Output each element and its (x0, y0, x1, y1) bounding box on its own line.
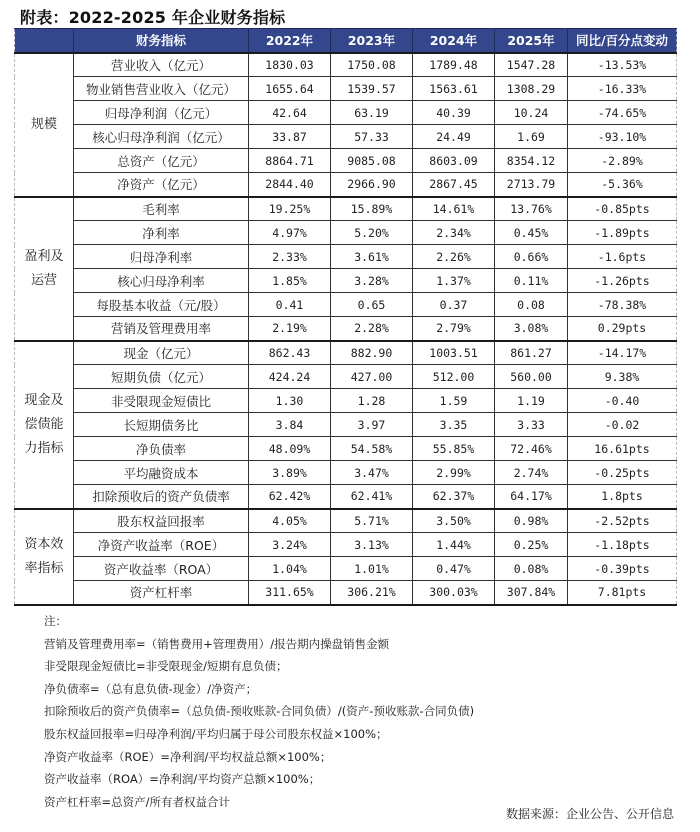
change-value: -1.6pts (568, 245, 677, 269)
value-2025: 1308.29 (495, 77, 568, 101)
header-category (15, 29, 74, 53)
value-2023: 3.97 (331, 413, 413, 437)
value-2024: 1003.51 (413, 341, 495, 365)
header-change: 同比/百分点变动 (568, 29, 677, 53)
value-2024: 3.35 (413, 413, 495, 437)
table-row (15, 461, 677, 485)
value-2024: 0.37 (413, 293, 495, 317)
value-2022: 8864.71 (249, 149, 331, 173)
value-2025: 0.08 (495, 293, 568, 317)
value-2024: 2.34% (413, 221, 495, 245)
table-row (15, 365, 677, 389)
category-cell: 规模 (15, 53, 74, 197)
indicator-cell: 非受限现金短债比 (74, 389, 249, 413)
indicator-cell: 股东权益回报率 (74, 509, 249, 533)
value-2022: 1.30 (249, 389, 331, 413)
value-2024: 62.37% (413, 485, 495, 509)
indicator-cell: 扣除预收后的资产负债率 (74, 485, 249, 509)
indicator-cell: 核心归母净利润（亿元） (74, 125, 249, 149)
table-row (15, 389, 677, 413)
value-2024: 2.79% (413, 317, 495, 341)
value-2022: 1.04% (249, 557, 331, 581)
indicator-cell: 净负债率 (74, 437, 249, 461)
indicator-cell: 营销及管理费用率 (74, 317, 249, 341)
value-2022: 3.24% (249, 533, 331, 557)
change-value: -1.89pts (568, 221, 677, 245)
table-header-row (15, 29, 677, 53)
note-line: 营销及管理费用率=（销售费用+管理费用）/报告期内操盘销售金额 (44, 636, 390, 651)
indicator-cell: 净利率 (74, 221, 249, 245)
value-2024: 2.99% (413, 461, 495, 485)
value-2023: 2.28% (331, 317, 413, 341)
value-2025: 307.84% (495, 581, 568, 605)
table-title: 附表：2022-2025 年企业财务指标 (20, 8, 286, 27)
note-line: 资产收益率（ROA）=净利润/平均资产总额×100%； (44, 772, 321, 787)
change-value: -0.25pts (568, 461, 677, 485)
value-2022: 4.05% (249, 509, 331, 533)
change-value: 9.38% (568, 365, 677, 389)
value-2022: 311.65% (249, 581, 331, 605)
value-2023: 1750.08 (331, 53, 413, 77)
change-value: 1.8pts (568, 485, 677, 509)
indicator-cell: 资产收益率（ROA） (74, 557, 249, 581)
value-2023: 9085.08 (331, 149, 413, 173)
indicator-cell: 平均融资成本 (74, 461, 249, 485)
header-2022: 2022年 (249, 29, 331, 53)
indicator-cell: 短期负债（亿元） (74, 365, 249, 389)
value-2022: 48.09% (249, 437, 331, 461)
value-2024: 1.37% (413, 269, 495, 293)
value-2025: 2713.79 (495, 173, 568, 197)
value-2024: 14.61% (413, 197, 495, 221)
change-value: 0.29pts (568, 317, 677, 341)
value-2023: 63.19 (331, 101, 413, 125)
value-2023: 2966.90 (331, 173, 413, 197)
indicator-cell: 净资产（亿元） (74, 173, 249, 197)
indicator-cell: 物业销售营业收入（亿元） (74, 77, 249, 101)
table-row (15, 125, 677, 149)
value-2023: 3.61% (331, 245, 413, 269)
value-2023: 1.01% (331, 557, 413, 581)
change-value: 7.81pts (568, 581, 677, 605)
value-2024: 55.85% (413, 437, 495, 461)
note-line: 资产杠杆率=总资产/所有者权益合计 (44, 794, 231, 809)
value-2022: 62.42% (249, 485, 331, 509)
change-value: -0.40 (568, 389, 677, 413)
table-row (15, 437, 677, 461)
value-2022: 1.85% (249, 269, 331, 293)
indicator-cell: 核心归母净利率 (74, 269, 249, 293)
value-2025: 0.11% (495, 269, 568, 293)
value-2023: 5.71% (331, 509, 413, 533)
value-2025: 13.76% (495, 197, 568, 221)
value-2022: 1830.03 (249, 53, 331, 77)
table-row (15, 293, 677, 317)
financial-indicators-table (14, 28, 677, 606)
value-2024: 2867.45 (413, 173, 495, 197)
value-2023: 54.58% (331, 437, 413, 461)
header-2025: 2025年 (495, 29, 568, 53)
value-2022: 1655.64 (249, 77, 331, 101)
category-cell: 资本效率指标 (15, 509, 74, 605)
table-row (15, 317, 677, 341)
value-2024: 1.44% (413, 533, 495, 557)
notes-section (44, 610, 474, 813)
value-2023: 0.65 (331, 293, 413, 317)
indicator-cell: 净资产收益率（ROE） (74, 533, 249, 557)
change-value: -1.26pts (568, 269, 677, 293)
table-row (15, 77, 677, 101)
value-2023: 62.41% (331, 485, 413, 509)
value-2024: 512.00 (413, 365, 495, 389)
header-2024: 2024年 (413, 29, 495, 53)
value-2025: 1.19 (495, 389, 568, 413)
value-2024: 300.03% (413, 581, 495, 605)
value-2025: 2.74% (495, 461, 568, 485)
table-row (15, 269, 677, 293)
value-2022: 862.43 (249, 341, 331, 365)
indicator-cell: 毛利率 (74, 197, 249, 221)
value-2024: 1789.48 (413, 53, 495, 77)
value-2022: 4.97% (249, 221, 331, 245)
value-2022: 0.41 (249, 293, 331, 317)
note-line: 净负债率=（总有息负债-现金）/净资产； (44, 681, 258, 696)
value-2025: 64.17% (495, 485, 568, 509)
header-indicator: 财务指标 (74, 29, 249, 53)
indicator-cell: 资产杠杆率 (74, 581, 249, 605)
table-row (15, 413, 677, 437)
note-line: 净资产收益率（ROE）=净利润/平均权益总额×100%； (44, 749, 332, 764)
value-2023: 3.13% (331, 533, 413, 557)
value-2022: 2.33% (249, 245, 331, 269)
value-2023: 57.33 (331, 125, 413, 149)
value-2023: 1.28 (331, 389, 413, 413)
change-value: -74.65% (568, 101, 677, 125)
header-2023: 2023年 (331, 29, 413, 53)
value-2025: 560.00 (495, 365, 568, 389)
value-2025: 0.45% (495, 221, 568, 245)
value-2025: 0.08% (495, 557, 568, 581)
value-2024: 24.49 (413, 125, 495, 149)
change-value: -78.38% (568, 293, 677, 317)
table-row (15, 221, 677, 245)
indicator-cell: 归母净利率 (74, 245, 249, 269)
indicator-cell: 每股基本收益（元/股） (74, 293, 249, 317)
indicator-cell: 总资产（亿元） (74, 149, 249, 173)
value-2023: 306.21% (331, 581, 413, 605)
value-2023: 5.20% (331, 221, 413, 245)
table-row (15, 173, 677, 197)
value-2024: 8603.09 (413, 149, 495, 173)
indicator-cell: 长短期债务比 (74, 413, 249, 437)
change-value: -0.39pts (568, 557, 677, 581)
value-2024: 1563.61 (413, 77, 495, 101)
table-row (15, 245, 677, 269)
table-row (15, 101, 677, 125)
value-2025: 8354.12 (495, 149, 568, 173)
value-2024: 1.59 (413, 389, 495, 413)
value-2023: 1539.57 (331, 77, 413, 101)
change-value: -1.18pts (568, 533, 677, 557)
value-2022: 424.24 (249, 365, 331, 389)
table-row (15, 197, 677, 221)
value-2024: 40.39 (413, 101, 495, 125)
table-row (15, 485, 677, 509)
data-source: 数据来源：企业公告、公开信息 (505, 807, 674, 821)
table-row (15, 149, 677, 173)
value-2025: 3.33 (495, 413, 568, 437)
value-2022: 19.25% (249, 197, 331, 221)
change-value: -14.17% (568, 341, 677, 365)
value-2025: 3.08% (495, 317, 568, 341)
value-2025: 861.27 (495, 341, 568, 365)
change-value: -5.36% (568, 173, 677, 197)
note-line: 非受限现金短债比=非受限现金/短期有息负债； (44, 659, 288, 674)
table-row (15, 581, 677, 605)
value-2024: 2.26% (413, 245, 495, 269)
value-2024: 0.47% (413, 557, 495, 581)
change-value: -2.89% (568, 149, 677, 173)
value-2023: 15.89% (331, 197, 413, 221)
note-line: 扣除预收后的资产负债率=（总负债-预收账款-合同负债）/(资产-预收账款-合同负债) (44, 704, 475, 719)
value-2023: 882.90 (331, 341, 413, 365)
indicator-cell: 现金（亿元） (74, 341, 249, 365)
value-2022: 3.84 (249, 413, 331, 437)
value-2022: 2844.40 (249, 173, 331, 197)
table-row (15, 557, 677, 581)
indicator-cell: 营业收入（亿元） (74, 53, 249, 77)
value-2023: 427.00 (331, 365, 413, 389)
table-row (15, 509, 677, 533)
value-2025: 72.46% (495, 437, 568, 461)
value-2022: 42.64 (249, 101, 331, 125)
change-value: -0.85pts (568, 197, 677, 221)
change-value: -2.52pts (568, 509, 677, 533)
value-2025: 1.69 (495, 125, 568, 149)
value-2022: 3.89% (249, 461, 331, 485)
value-2022: 33.87 (249, 125, 331, 149)
value-2025: 10.24 (495, 101, 568, 125)
value-2025: 0.25% (495, 533, 568, 557)
indicator-cell: 归母净利润（亿元） (74, 101, 249, 125)
notes-heading: 注： (44, 614, 67, 628)
change-value: -0.02 (568, 413, 677, 437)
change-value: 16.61pts (568, 437, 677, 461)
value-2025: 1547.28 (495, 53, 568, 77)
table-row (15, 533, 677, 557)
value-2025: 0.98% (495, 509, 568, 533)
category-cell: 现金及偿债能力指标 (15, 341, 74, 509)
table-row (15, 341, 677, 365)
note-line: 股东权益回报率=归母净利润/平均归属于母公司股东权益×100%； (44, 726, 388, 741)
category-cell: 盈利及运营 (15, 197, 74, 341)
value-2024: 3.50% (413, 509, 495, 533)
change-value: -93.10% (568, 125, 677, 149)
value-2023: 3.28% (331, 269, 413, 293)
value-2025: 0.66% (495, 245, 568, 269)
value-2023: 3.47% (331, 461, 413, 485)
table-row (15, 53, 677, 77)
table-body (15, 53, 677, 605)
value-2022: 2.19% (249, 317, 331, 341)
change-value: -16.33% (568, 77, 677, 101)
change-value: -13.53% (568, 53, 677, 77)
